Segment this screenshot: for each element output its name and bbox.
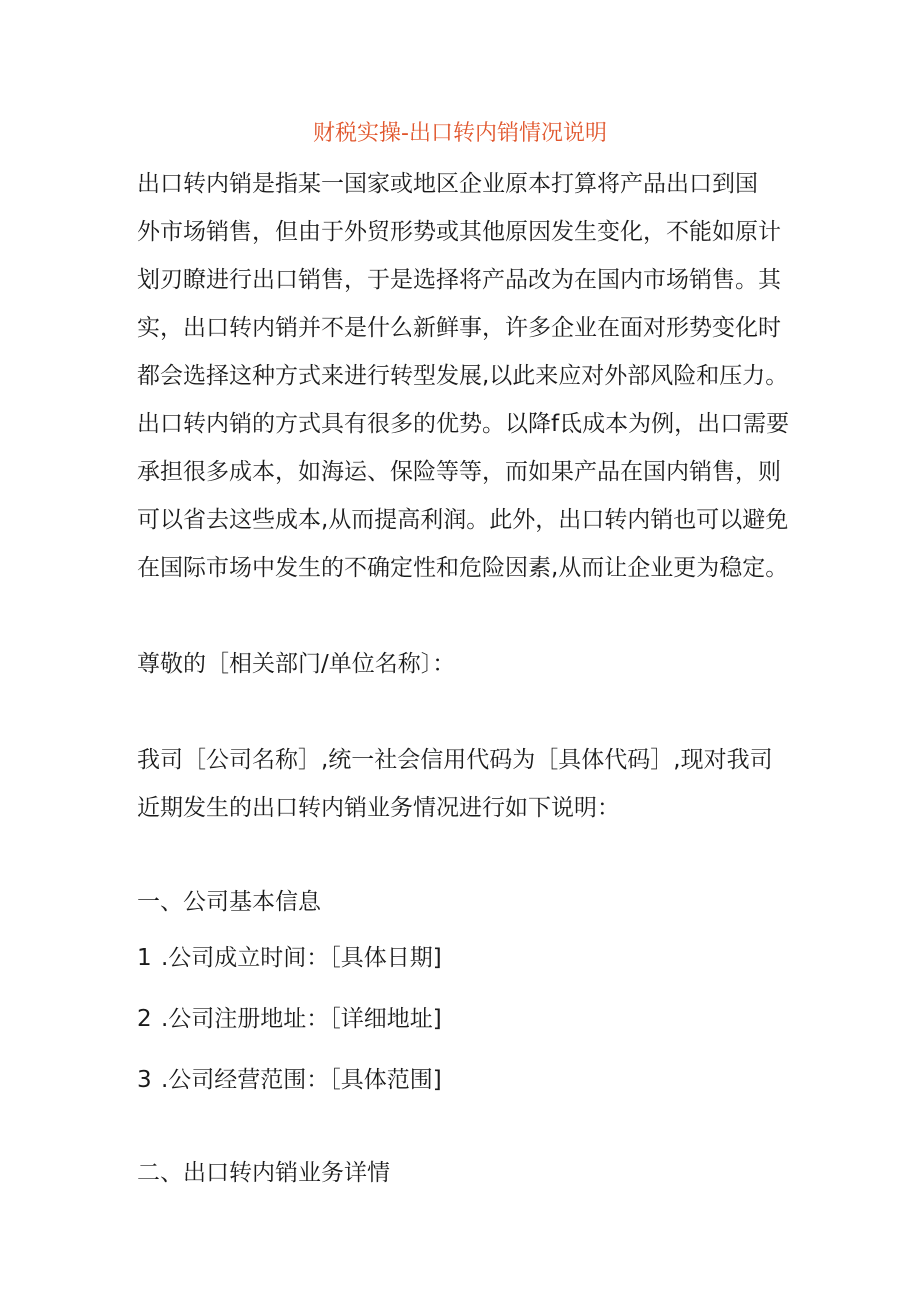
document-title: 财税实操-出口转内销情况说明 — [313, 121, 607, 146]
list-item-number: 2 — [137, 1006, 152, 1032]
opening-line: 我司［公司名称］,统一社会信用代码为［具体代码］,现对我司 — [137, 747, 773, 773]
intro-line: 外市场销售，但由于外贸形势或其他原因发生变化，不能如原计 — [137, 219, 781, 245]
section-heading: 二、出口转内销业务详情 — [137, 1160, 390, 1186]
intro-line: 都会选择这种方式来进行转型发展,以此来应对外部风险和压力。 — [137, 363, 789, 389]
intro-line: 出口转内销是指某一国家或地区企业原本打算将产品出口到国 — [137, 171, 758, 197]
list-item-text: .公司注册地址：［详细地址] — [161, 1006, 442, 1032]
list-item — [137, 1003, 442, 1035]
list-item — [137, 1064, 442, 1096]
intro-line: 承担很多成本，如海运、保险等等，而如果产品在国内销售，则 — [137, 459, 781, 485]
section-heading: 一、公司基本信息 — [137, 889, 321, 915]
list-item-text: .公司经营范围：［具体范围] — [161, 1067, 442, 1093]
list-item-number: 1 — [137, 945, 152, 971]
intro-line: 在国际市场中发生的不确定性和危险因素,从而让企业更为稳定。 — [137, 555, 789, 581]
intro-line: 可以省去这些成本,从而提高利润。此外，出口转内销也可以避免 — [137, 507, 789, 533]
salutation: 尊敬的［相关部门/单位名称〕： — [137, 651, 456, 677]
intro-line: 实，出口转内销并不是什么新鲜事，许多企业在面对形势变化时 — [137, 315, 781, 341]
list-item-number: 3 — [137, 1067, 152, 1093]
intro-line: 划刃瞭进行出口销售，于是选择将产品改为在国内市场销售。其 — [137, 267, 781, 293]
intro-line: 出口转内销的方式具有很多的优势。以降f氐成本为例，出口需要 — [137, 411, 790, 437]
list-item — [137, 942, 442, 974]
list-item-text: .公司成立时间：［具体日期] — [161, 945, 442, 971]
opening-line: 近期发生的出口转内销业务情况进行如下说明： — [137, 795, 620, 821]
